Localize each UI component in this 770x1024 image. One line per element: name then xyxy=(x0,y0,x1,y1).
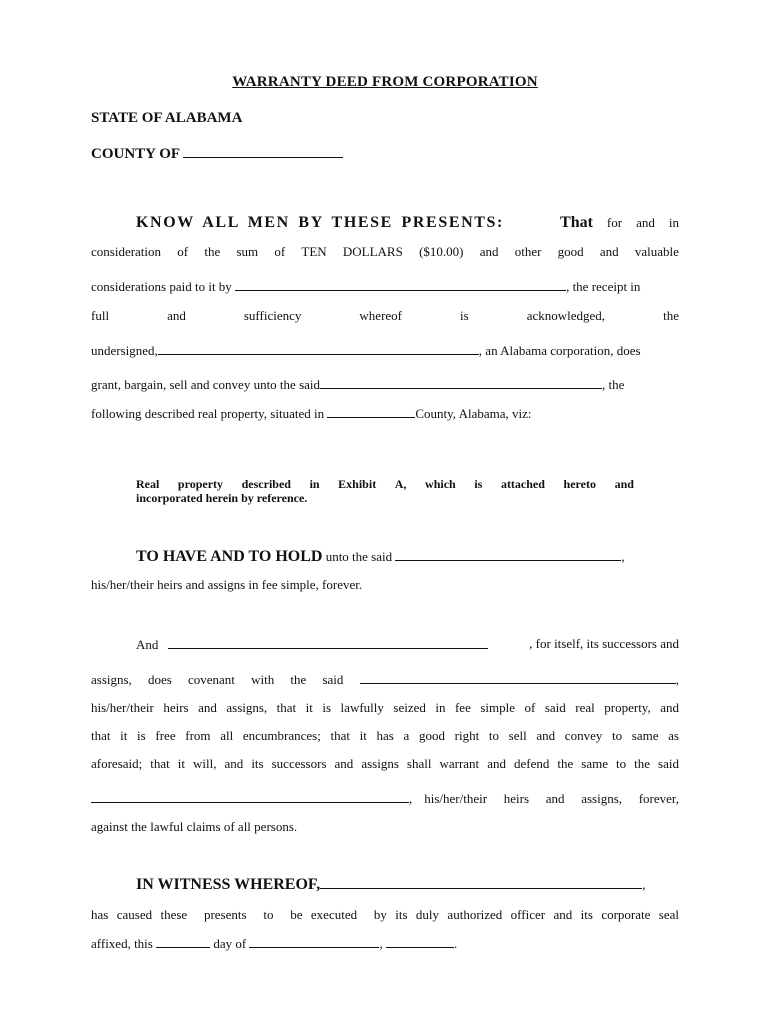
habendum-line xyxy=(136,548,679,565)
word: property xyxy=(177,477,224,491)
word: sum xyxy=(236,244,259,259)
word: valuable xyxy=(634,244,679,259)
exhibit-line-1 xyxy=(136,477,634,491)
grant-prefix: grant, bargain, sell and convey unto the said xyxy=(91,377,321,392)
word: and xyxy=(479,244,499,259)
affixed-day: day of xyxy=(213,936,247,951)
month-blank[interactable] xyxy=(249,935,379,948)
undersigned-suffix: , an Alabama corporation, does xyxy=(478,343,641,358)
know-all-that: That xyxy=(560,214,593,231)
word: with xyxy=(251,672,275,687)
county-name-blank[interactable] xyxy=(327,405,415,418)
covenant-and: And xyxy=(136,637,159,652)
grant-line xyxy=(91,376,679,393)
word: other xyxy=(514,244,542,259)
covenant-suffix: , for itself, its successors and xyxy=(529,636,679,651)
word: good xyxy=(557,244,584,259)
word: Exhibit xyxy=(338,477,377,491)
affixed-end: . xyxy=(453,936,458,951)
witness-lead: IN WITNESS WHEREOF, xyxy=(136,876,321,893)
grantee-blank[interactable] xyxy=(320,376,602,389)
word: is xyxy=(460,308,469,323)
covenant-line-2 xyxy=(91,671,679,688)
covenant-line-5: aforesaid; that it will, and its successors and assigns shall warrant and defend the same to the said xyxy=(91,756,679,771)
affixed-line xyxy=(91,935,679,952)
warranty-grantee-blank[interactable] xyxy=(91,790,409,803)
undersigned-prefix: undersigned, xyxy=(91,343,158,358)
witness-end: , xyxy=(642,877,646,892)
word: in xyxy=(309,477,320,491)
exhibit-block xyxy=(136,477,634,505)
know-all-w2: and xyxy=(636,215,655,230)
word: and xyxy=(614,477,634,491)
word: the xyxy=(663,308,679,323)
grant-suffix: , the xyxy=(602,377,625,392)
word: whereof xyxy=(359,308,403,323)
corporation-name-blank[interactable] xyxy=(158,342,479,355)
word: his/her/their xyxy=(424,791,488,806)
habendum-grantee-blank[interactable] xyxy=(395,548,621,561)
habendum-end: , xyxy=(621,549,625,564)
word: the xyxy=(204,244,221,259)
covenant-line-1 xyxy=(136,636,679,653)
state-heading: STATE OF ALABAMA xyxy=(91,110,243,126)
habendum-mid: unto the said xyxy=(325,549,393,564)
county-heading xyxy=(91,145,679,162)
word: ($10.00) xyxy=(419,244,464,259)
covenant-line-4: that it is free from all encumbrances; that it has a good right to sell and convey to same as xyxy=(91,728,679,743)
word: described xyxy=(241,477,291,491)
covenant-line-6 xyxy=(91,790,679,807)
paid-to-line xyxy=(91,278,679,295)
grantee-payer-blank[interactable] xyxy=(235,278,566,291)
word: hereto xyxy=(563,477,596,491)
word: does xyxy=(147,672,172,687)
property-suffix: County, Alabama, viz: xyxy=(415,406,532,421)
know-all-w1: for xyxy=(606,215,623,230)
know-all-line xyxy=(136,215,679,231)
word: is xyxy=(474,477,483,491)
covenant-line-2-end: , xyxy=(675,672,680,687)
word: assigns, xyxy=(91,672,132,687)
habendum-lead: TO HAVE AND TO HOLD xyxy=(136,548,323,565)
county-blank[interactable] xyxy=(183,145,343,158)
word: heirs xyxy=(503,791,530,806)
word: TEN xyxy=(301,244,327,259)
word: Real xyxy=(136,477,160,491)
word: acknowledged, xyxy=(526,308,606,323)
consideration-line xyxy=(91,244,679,260)
undersigned-line xyxy=(91,342,679,359)
document-title: WARRANTY DEED FROM CORPORATION xyxy=(232,74,538,90)
word: covenant xyxy=(188,672,235,687)
day-blank[interactable] xyxy=(156,935,210,948)
word: of xyxy=(274,244,286,259)
word: forever, xyxy=(638,791,679,806)
exhibit-line-2: incorporated herein by reference. xyxy=(136,491,308,505)
word: and xyxy=(545,791,565,806)
word: consideration xyxy=(91,244,162,259)
word: assigns, xyxy=(581,791,623,806)
word: , xyxy=(409,791,413,806)
word: said xyxy=(322,672,344,687)
habendum-line-2: his/her/their heirs and assigns in fee simple, forever. xyxy=(91,577,363,592)
covenant-line-7: against the lawful claims of all persons. xyxy=(91,819,298,834)
witness-corporation-blank[interactable] xyxy=(320,876,642,889)
word: and xyxy=(167,308,186,323)
property-prefix: following described real property, situated in xyxy=(91,406,325,421)
affixed-sep: , xyxy=(379,936,383,951)
covenant-corporation-blank[interactable] xyxy=(168,636,488,649)
word: which xyxy=(425,477,456,491)
witness-line xyxy=(136,876,679,893)
know-all-lead: KNOW ALL MEN BY THESE PRESENTS: xyxy=(136,214,504,231)
paid-to-suffix: , the receipt in xyxy=(566,279,641,294)
covenant-grantee-blank[interactable] xyxy=(360,671,675,684)
property-line xyxy=(91,405,679,422)
word: of xyxy=(177,244,189,259)
word: sufficiency xyxy=(243,308,302,323)
word: A, xyxy=(394,477,407,491)
word: DOLLARS xyxy=(342,244,403,259)
paid-to-prefix: considerations paid to it by xyxy=(91,279,232,294)
affixed-prefix: affixed, this xyxy=(91,936,153,951)
county-label: COUNTY OF xyxy=(91,146,180,162)
sufficiency-line xyxy=(91,308,679,324)
word: attached xyxy=(500,477,545,491)
word: full xyxy=(91,308,110,323)
witness-line-2: has caused these presents to be executed by its duly authorized officer and its corporate seal xyxy=(91,907,679,922)
year-blank[interactable] xyxy=(386,935,454,948)
word: the xyxy=(290,672,307,687)
covenant-line-3: his/her/their heirs and assigns, that it is lawfully seized in fee simple of said real property, and xyxy=(91,700,679,715)
word: and xyxy=(599,244,619,259)
know-all-w3: in xyxy=(668,215,679,230)
